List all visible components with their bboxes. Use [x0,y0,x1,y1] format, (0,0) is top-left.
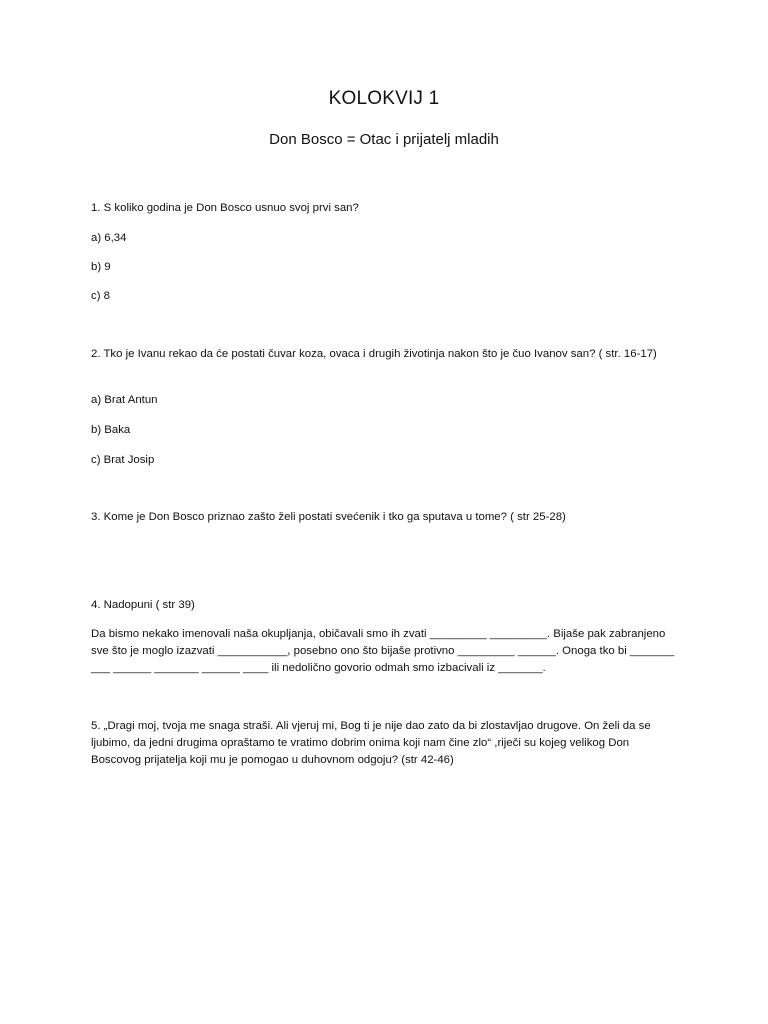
question-2-option-a: a) Brat Antun [91,394,158,406]
question-1: 1. S koliko godina je Don Bosco usnuo svoj prvi san? [91,202,359,214]
question-3: 3. Kome je Don Bosco priznao zašto želi postati svećenik i tko ga sputava u tome? ( str 25-28) [91,511,566,523]
question-2-option-b: b) Baka [91,424,131,436]
page-title: KOLOKVIJ 1 [328,88,440,109]
question-2-option-c: c) Brat Josip [91,454,155,466]
question-4: 4. Nadopuni ( str 39) [91,599,195,611]
question-2: 2. Tko je Ivanu rekao da će postati čuvar koza, ovaca i drugih životinja nakon što je čuo Ivanov san? ( str. 16-17) [91,348,657,360]
question-4-fill-in-text: Da bismo nekako imenovali naša okupljanja, običavali smo ih zvati _________ _________. Bijaše pak zabranjeno sve što je moglo izazvati ___________, posebno ono što bijaše protivno _________ ______. Onoga tko bi _______ ___ ______ _______ ______ ____ ili nedolično govorio odmah smo izbacivali iz _______. [91,628,675,674]
question-1-option-b: b) 9 [91,261,111,273]
question-5: 5. „Dragi moj, tvoja me snaga straši. Ali vjeruj mi, Bog ti je nije dao zato da bi zlostavljao drugove. On želi da se ljubimo, da jedni drugima opraštamo te vratimo dobrim onima koji nam čine zlo“ ,riječi su kojeg velikog Don Boscovog prijatelja koji mu je pomogao u duhovnom odgoju? (str 42-46) [91,720,651,766]
page-subtitle: Don Bosco = Otac i prijatelj mladih [269,131,499,148]
question-1-option-c: c) 8 [91,290,110,302]
question-1-option-a: a) 6,34 [91,232,127,244]
